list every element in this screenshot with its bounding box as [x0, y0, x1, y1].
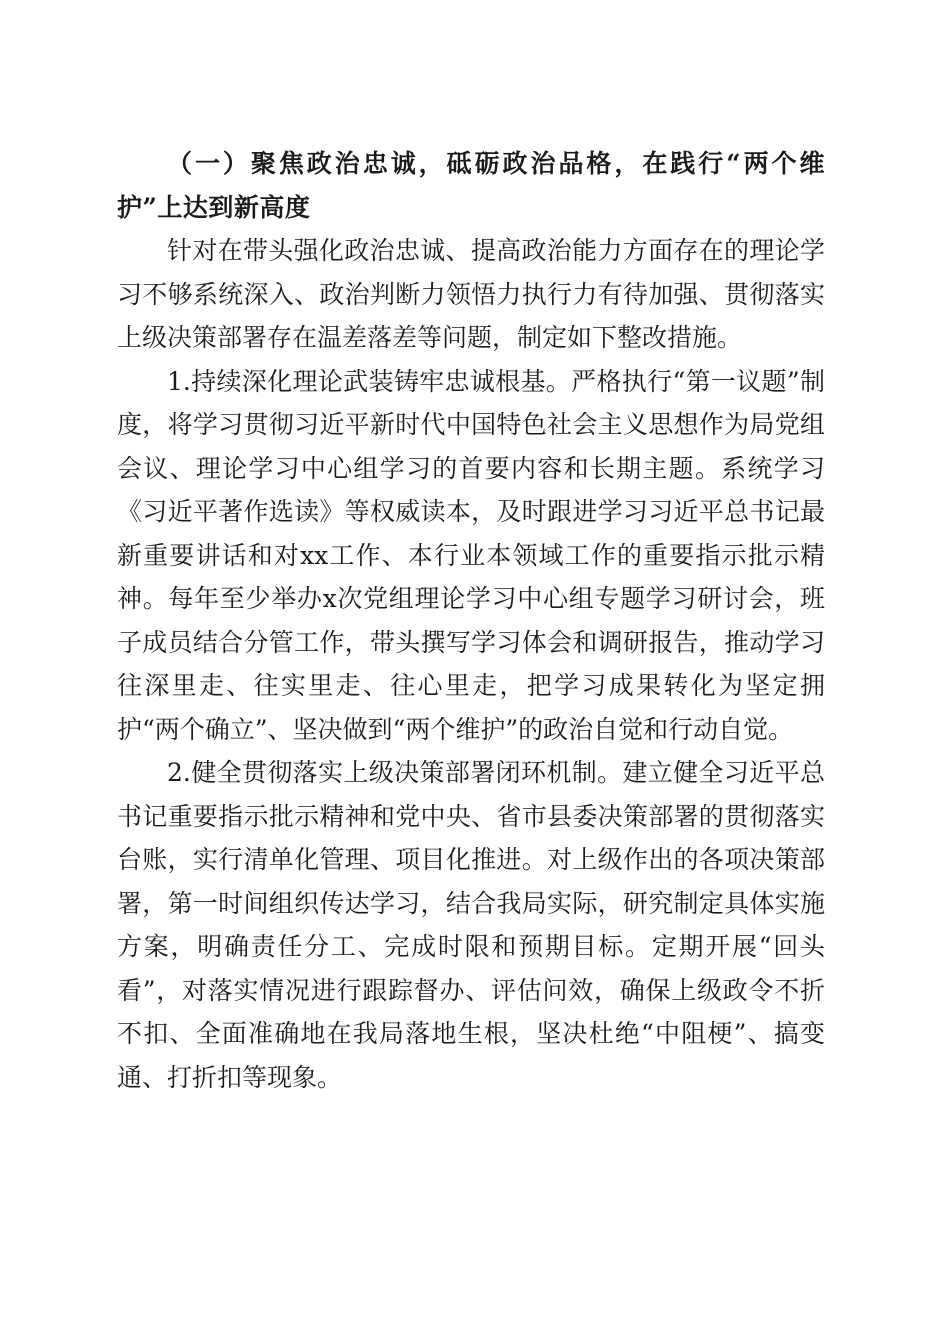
intro-paragraph: 针对在带头强化政治忠诚、提高政治能力方面存在的理论学习不够系统深入、政治判断力领悟力执行力有待加强、贯彻落实上级决策部署存在温差落差等问题，制定如下整改措施。: [117, 236, 825, 352]
document-body: [117, 142, 825, 1099]
measure-2-paragraph: 2.健全贯彻落实上级决策部署闭环机制。建立健全习近平总书记重要指示批示精神和党中央、省市县委决策部署的贯彻落实台账，实行清单化管理、项目化推进。对上级作出的各项决策部署，第一时间组织传达学习，结合我局实际，研究制定具体实施方案，明确责任分工、完成时限和预期目标。定期开展“回头看”，对落实情况进行跟踪督办、评估问效，确保上级政令不折不扣、全面准确地在我局落地生根，坚决杜绝“中阻梗”、搞变通、打折扣等现象。: [117, 758, 825, 1092]
section-heading: （一）聚焦政治忠诚，砥砺政治品格，在践行“两个维护”上达到新高度: [117, 149, 825, 222]
measure-1-paragraph: 1.持续深化理论武装铸牢忠诚根基。严格执行“第一议题”制度，将学习贯彻习近平新时代中国特色社会主义思想作为局党组会议、理论学习中心组学习的首要内容和长期主题。系统学习《习近平著作选读》等权威读本，及时跟进学习习近平总书记最新重要讲话和对xx工作、本行业本领域工作的重要指示批示精神。每年至少举办x次党组理论学习中心组专题学习研讨会，班子成员结合分管工作，带头撰写学习体会和调研报告，推动学习往深里走、往实里走、往心里走，把学习成果转化为坚定拥护“两个确立”、坚决做到“两个维护”的政治自觉和行动自觉。: [117, 366, 825, 744]
